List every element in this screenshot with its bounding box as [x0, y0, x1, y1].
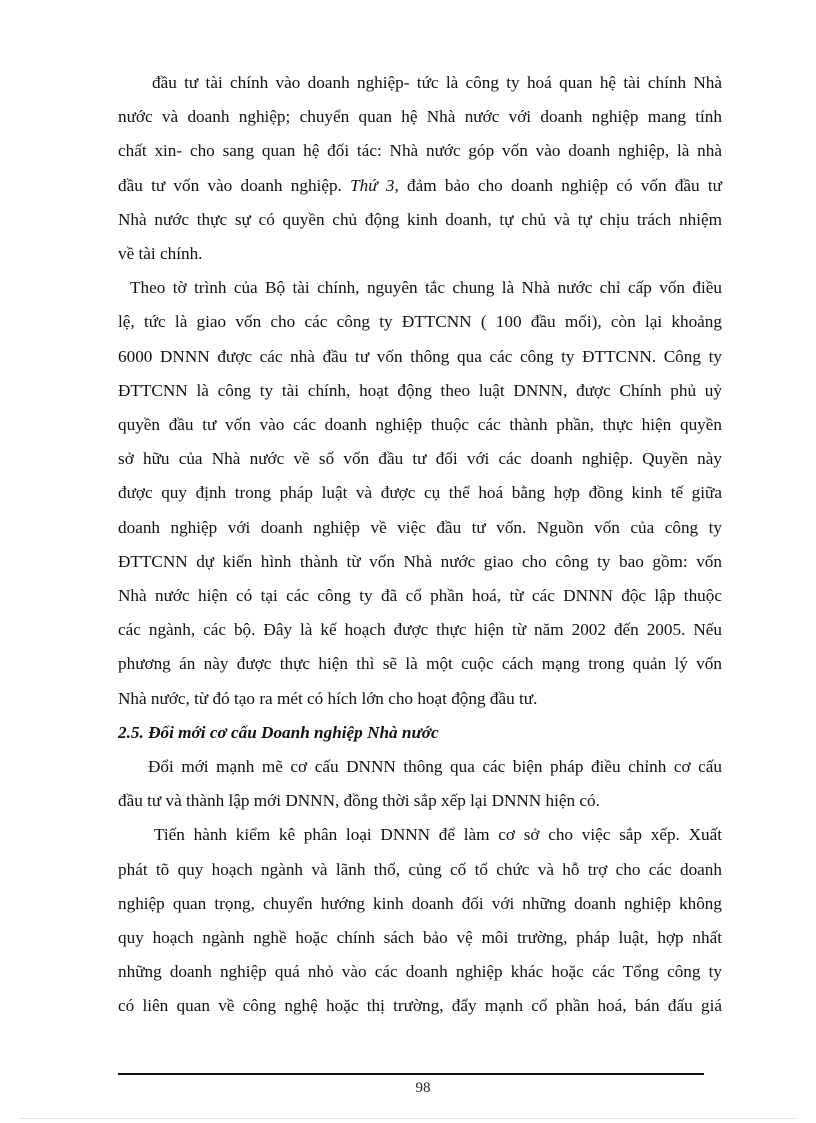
text-line: phát tõ quy hoạch ngành và lãnh thổ, củng cố tổ chức và hỗ trợ cho các doanh: [118, 859, 722, 879]
footer-rule: [118, 1073, 704, 1075]
page-bottom-border: [20, 1118, 796, 1119]
text-line: phương án này được thực hiện thì sẽ là một cuộc cách mạng trong quản lý vốn: [118, 654, 722, 674]
paragraph-4: [118, 818, 722, 1023]
document-body: [118, 66, 722, 1024]
text-line: Nhà nước, từ đó tạo ra mét có hích lớn cho hoạt động đầu tư.: [118, 688, 538, 708]
text-line: ĐTTCNN dự kiến hình thành từ vốn Nhà nước giao cho công ty bao gồm: vốn: [118, 551, 722, 571]
text-line: được quy định trong pháp luật và được cụ thể hoá bằng hợp đồng kinh tế giữa: [118, 483, 722, 503]
text-line: quy hoạch ngành nghề hoặc chính sách bảo vệ môi trường, pháp luật, hợp nhất: [118, 928, 722, 948]
text-line: nước và doanh nghiệp; chuyển quan hệ Nhà nước với doanh nghiệp mang tính: [118, 107, 722, 127]
text-line: Tiến hành kiểm kê phân loại DNNN để làm cơ sở cho việc sắp xếp. Xuất: [154, 825, 722, 845]
text-line: Nhà nước hiện có tại các công ty đã cổ phần hoá, từ các DNNN độc lập thuộc: [118, 586, 722, 606]
text-line: Nhà nước thực sự có quyền chủ động kinh doanh, tự chủ và tự chịu trách nhiệm: [118, 209, 722, 229]
text-line: chất xin- cho sang quan hệ đối tác: Nhà nước góp vốn vào doanh nghiệp, là nhà: [118, 141, 722, 161]
text-line: [118, 169, 722, 203]
text-line: đầu tư tài chính vào doanh nghiệp- tức là công ty hoá quan hệ tài chính Nhà: [152, 73, 722, 92]
text-run: đầu tư vốn vào doanh nghiệp.: [118, 175, 351, 195]
text-line: doanh nghiệp với doanh nghiệp về việc đầu tư vốn. Nguồn vốn của công ty: [118, 517, 722, 537]
text-line: có liên quan về công nghệ hoặc thị trường, đẩy mạnh cổ phần hoá, bán đấu giá: [118, 996, 722, 1016]
section-heading: 2.5. Đổi mới cơ cấu Doanh nghiệp Nhà nước: [118, 722, 439, 742]
text-line: những doanh nghiệp quá nhỏ vào các doanh nghiệp khác hoặc các Tổng công ty: [118, 962, 722, 982]
text-line: Theo tờ trình của Bộ tài chính, nguyên tắc chung là Nhà nước chỉ cấp vốn điều: [130, 278, 722, 298]
text-line: quyền đầu tư vốn vào các doanh nghiệp thuộc các thành phần, thực hiện quyền: [118, 415, 722, 435]
text-line: các ngành, các bộ. Đây là kế hoạch được thực hiện từ năm 2002 đến 2005. Nếu: [118, 620, 722, 640]
text-line: Đổi mới mạnh mẽ cơ cấu DNNN thông qua các biện pháp điều chỉnh cơ cấu: [148, 757, 722, 777]
text-run: , đảm bảo cho doanh nghiệp có vốn đầu tư: [394, 175, 722, 195]
paragraph-1: [118, 66, 722, 271]
paragraph-3: [118, 750, 722, 818]
page-number: 98: [415, 1080, 431, 1096]
text-line: lệ, tức là giao vốn cho các công ty ĐTTCNN ( 100 đầu mối), còn lại khoảng: [118, 312, 722, 332]
paragraph-2: [118, 271, 722, 716]
text-line: về tài chính.: [118, 244, 203, 264]
text-line: đầu tư và thành lập mới DNNN, đồng thời sắp xếp lại DNNN hiện có.: [118, 791, 600, 811]
emphasis-text: Thứ 3: [350, 175, 395, 195]
text-line: nghiệp quan trọng, chuyển hướng kinh doanh đối với những doanh nghiệp không: [118, 893, 722, 913]
text-line: sở hữu của Nhà nước về số vốn đầu tư đối với các doanh nghiệp. Quyền này: [118, 449, 722, 469]
text-line: ĐTTCNN là công ty tài chính, hoạt động theo luật DNNN, được Chính phủ uỷ: [118, 380, 722, 400]
text-line: 6000 DNNN được các nhà đầu tư vốn thông qua các công ty ĐTTCNN. Công ty: [118, 346, 722, 366]
